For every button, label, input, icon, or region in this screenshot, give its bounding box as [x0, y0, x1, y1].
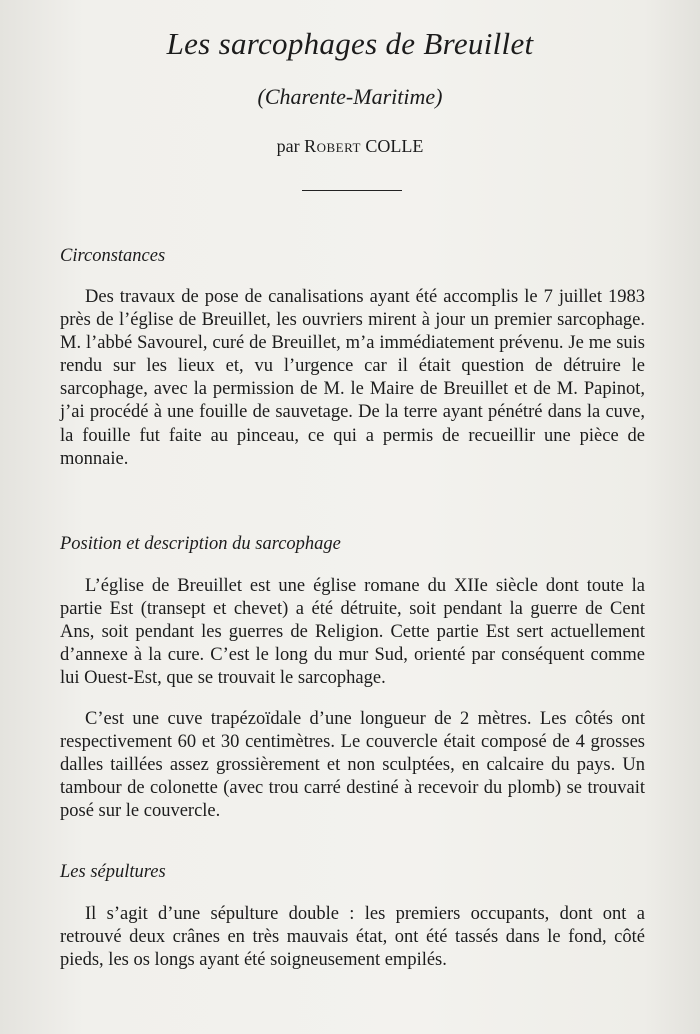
section-heading-sepultures: Les sépultures: [60, 862, 166, 882]
paragraph-position-1: L’église de Breuillet est une église romane du XIIe siècle dont toute la partie Est (transept et chevet) a été détruite, soit pendant la guerre de Cent Ans, soit pendant les guerres de Religion. Cette partie Est sert actuellement d’annexe à la cure. C’est le long du mur Sud, orienté par conséquent comme lui Ouest-Est, que se trouvait le sarcophage.: [60, 576, 645, 689]
paragraph-circonstances: Des travaux de pose de canalisations ayant été accomplis le 7 juillet 1983 près de l’église de Breuillet, les ouvriers mirent à jour un premier sarcophage. M. l’abbé Savourel, curé de Breuillet, m’a immédiatement prévenu. Je me suis rendu sur les lieux et, vu l’urgence car il était question de détruire le sarcophage, avec la permission de M. le Maire de Breuillet et de M. Papinot, j’ai procédé à une fouille de sauvetage. De la terre ayant pénétré dans la cuve, la fouille fut faite au pinceau, ce qui a permis de recueillir une pièce de monnaie.: [60, 287, 645, 469]
paragraph-position-2: C’est une cuve trapézoïdale d’une longueur de 2 mètres. Les côtés ont respectivement 60 et 30 centimètres. Le couvercle était composé de 4 grosses dalles taillées assez grossièrement et non sculptées, en calcaire du pays. Un tambour de colonette (avec trou carré destiné à recevoir du plomb) se trouvait posé sur le couvercle.: [60, 709, 645, 822]
paragraph-sepultures: Il s’agit d’une sépulture double : les premiers occupants, dont ont a retrouvé deux crânes en très mauvais état, ont été tassés dans le fond, côté pieds, les os longs ayant été soigneusement empilés.: [60, 904, 645, 971]
author-first-name: Robert: [304, 136, 361, 156]
author-byline: [0, 136, 700, 157]
author-last-name: COLLE: [365, 136, 424, 156]
byline-prefix: par: [276, 136, 300, 156]
article-title: Les sarcophages de Breuillet: [166, 26, 534, 61]
section-heading-circonstances: Circonstances: [60, 246, 166, 266]
section-heading-position: Position et description du sarcophage: [60, 534, 341, 554]
title-divider: [302, 190, 402, 191]
article-subtitle: (Charente-Maritime): [257, 84, 443, 109]
